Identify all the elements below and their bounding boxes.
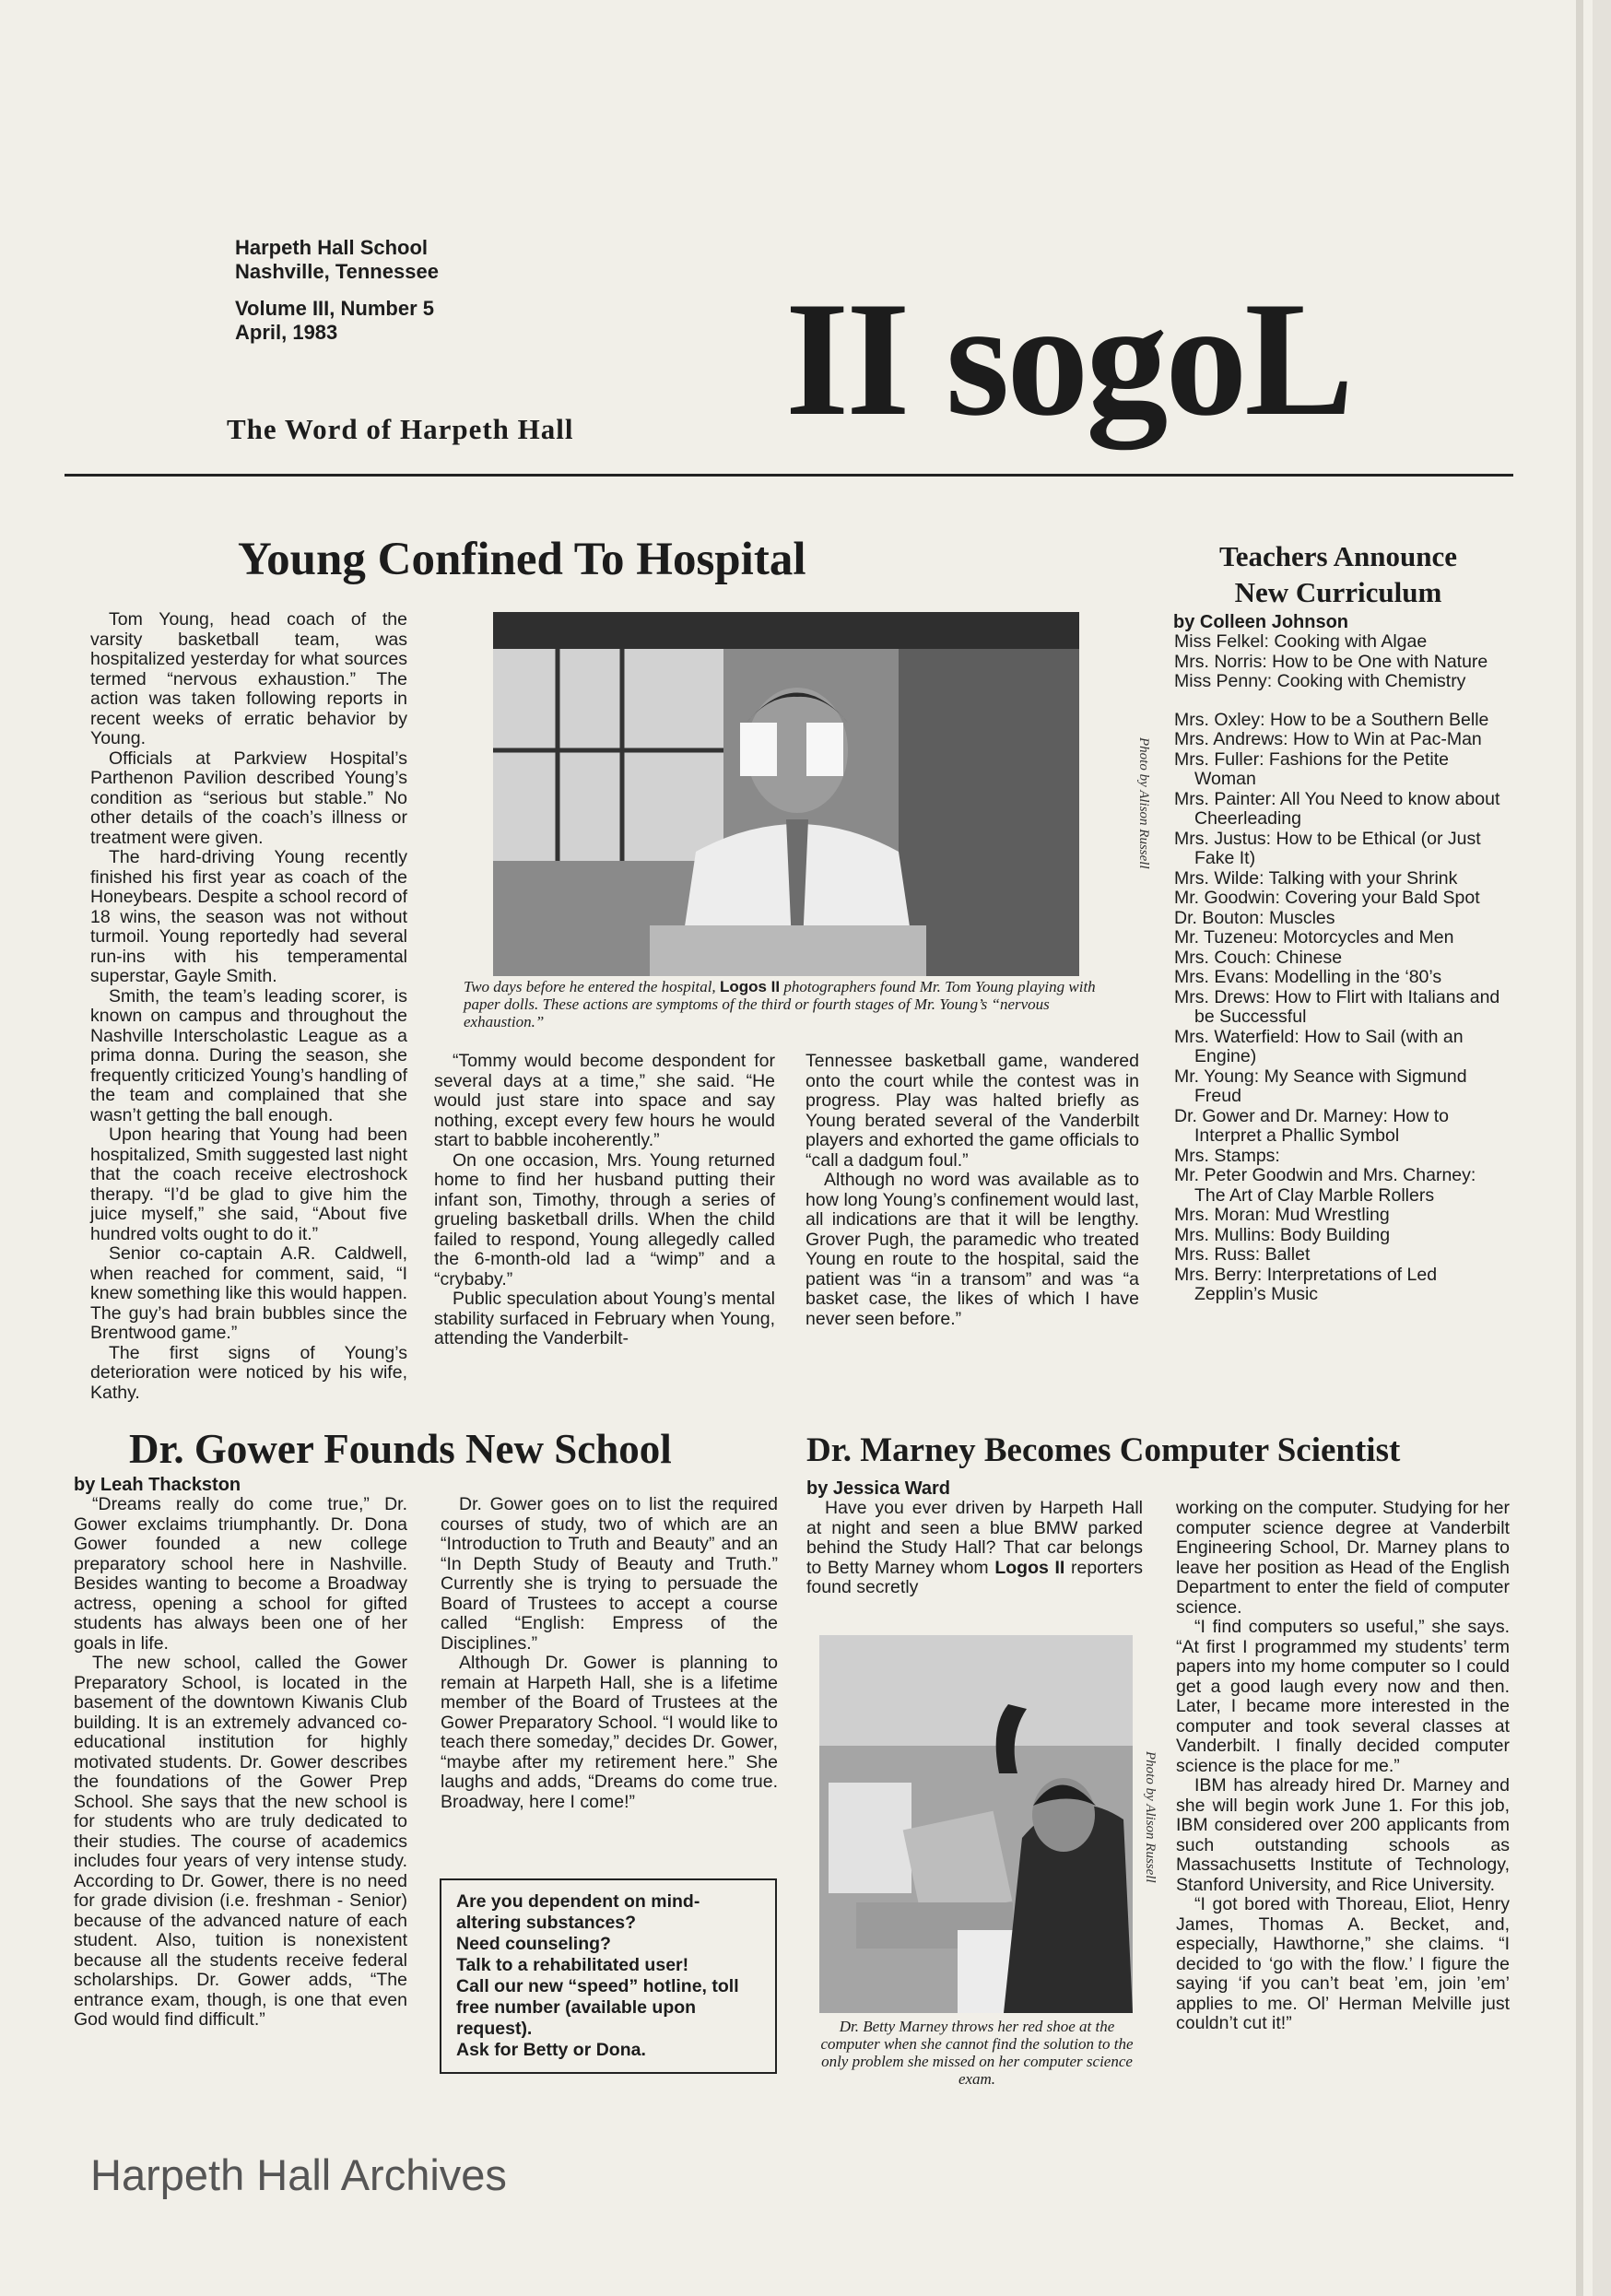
young-column-3: [806, 1052, 1139, 1329]
list-item: Dr. Gower and Dr. Marney: How to Interpret a Phallic Symbol: [1174, 1105, 1450, 1146]
masthead-school-info: [235, 236, 439, 345]
list-item: Mrs. Drews: How to Flirt with Italians and be Successful: [1174, 986, 1500, 1027]
publication-name: Logos II: [994, 1557, 1065, 1578]
paragraph: reporters found secretly: [806, 1557, 1144, 1597]
list-item: Mrs. Wilde: Talking with your Shrink: [1174, 867, 1458, 889]
paragraph: working on the computer. Studying for her computer science degree at Vanderbilt Engineering School, Dr. Marney plans to leave her position as Head of the English Department to enter the field of computer science.: [1176, 1498, 1510, 1618]
paragraph: Have you ever driven by Harpeth Hall at night and seen a blue BMW parked behind the Study Hall? That car belongs to Betty Marney whom: [806, 1498, 1143, 1578]
list-item: Mrs. Berry: Interpretations of Led Zepplin’s Music: [1174, 1264, 1438, 1304]
list-item: Mr. Tuzeneu: Motorcycles and Men: [1174, 927, 1454, 948]
list-item: Mr. Goodwin: Covering your Bald Spot: [1174, 888, 1480, 908]
list-item: Mrs. Oxley: How to be a Southern Belle: [1174, 709, 1489, 730]
paragraph: Officials at Parkview Hospital’s Parthenon Pavilion described Young’s condition as “serious but stable.” No other details of the coach’s illness or treatment were given.: [90, 748, 407, 848]
young-photo: [493, 612, 1079, 976]
masthead-school: Harpeth Hall School: [235, 236, 429, 259]
marney-byline: by Jessica Ward: [806, 1478, 951, 1499]
list-item: Mrs. Couch: Chinese: [1174, 947, 1343, 968]
paragraph: Upon hearing that Young had been hospitalized, Smith suggested last night that the coach receive electroshock therapy. “I’d be glad to give him the juice myself,” she said, “About five hundred volts ought to do it.”: [90, 1124, 407, 1244]
young-column-2: [434, 1052, 775, 1349]
gower-column-2: [441, 1495, 778, 1812]
paragraph: Dr. Gower goes on to list the required courses of study, two of which are an “Introduction to Truth and Beauty” and an “In Depth Study of Beauty and Truth.” Currently she is trying to persuade the Board of Trustees to accept a course called “English: Empress of the Disciplines.”: [441, 1494, 778, 1654]
nameplate-logo: II sogoL: [785, 267, 1352, 450]
list-item: Mrs. Justus: How to be Ethical (or Just Fake It): [1174, 828, 1481, 868]
paragraph: Tom Young, head coach of the varsity basketball team, was hospitalized yesterday for what sources termed “nervous exhaustion.” The action was taken following reports in recent weeks of erratic behavior by Young.: [90, 609, 407, 748]
paragraph: The hard-driving Young recently finished his first year as coach of the Honeybears. Despite a school record of 18 wins, the season was not without turmoil. Young reportedly had several run-ins with his temperamental superstar, Gayle Smith.: [90, 847, 407, 986]
masthead-rule: [65, 474, 1513, 477]
marney-photo-caption: Dr. Betty Marney throws her red shoe at the computer when she cannot find the solution to the only problem she missed on her computer science exam.: [820, 2018, 1134, 2088]
hotline-ad-box: [440, 1878, 777, 2074]
list-item: Mrs. Evans: Modelling in the ‘80’s: [1174, 967, 1442, 987]
list-item: Miss Penny: Cooking with Chemistry: [1174, 671, 1466, 691]
ad-line: Are you dependent on mind-altering substances?: [456, 1891, 700, 1933]
young-photo-caption: [464, 978, 1099, 1030]
ad-line: Talk to a rehabilitated user!: [456, 1955, 689, 1975]
paragraph: “Tommy would become despondent for several days at a time,” she said. “He would just stare into space and say nothing, except every few hours he would start to babble incoherently.”: [434, 1051, 775, 1150]
marney-column-2: [1176, 1499, 1510, 2034]
curriculum-byline: by Colleen Johnson: [1173, 612, 1349, 632]
paragraph: Although no word was available as to how long Young’s confinement would last, all indications are that it will be lengthy. Grover Pugh, the paramedic who treated Young en route to the hospital, said the patient was “in a transom” and was “a basket case, the likes of which I have never seen before.”: [806, 1170, 1139, 1329]
ad-line: Call our new “speed” hotline, toll free number (available upon request).: [456, 1976, 739, 2039]
paragraph: Although Dr. Gower is planning to remain at Harpeth Hall, she is a lifetime member of the Board of Trustees at the Gower Preparatory School. “I would like to teach there someday,” decides Dr. Gower, “maybe after my retirement here.” She laughs and adds, “Dreams do come true. Broadway, here I come!”: [441, 1653, 778, 1812]
gower-column-1: [74, 1495, 407, 2031]
gower-byline: by Leah Thackston: [74, 1475, 241, 1495]
paragraph: “I find computers so useful,” she says. “At first I programmed my students’ term papers into my home computer so I could get a good laugh every now and then. Later, I became more interested in the computer and took several classes at Vanderbilt. I finally decided computer science is the place for me.”: [1176, 1617, 1510, 1776]
list-item: Dr. Bouton: Muscles: [1174, 907, 1335, 928]
marney-column-1: [806, 1499, 1143, 1598]
list-item: Mrs. Stamps:: [1174, 1145, 1280, 1166]
masthead-volume: Volume III, Number 5: [235, 297, 434, 320]
archive-watermark: Harpeth Hall Archives: [90, 2150, 507, 2199]
caption-publication-name: Logos II: [719, 978, 781, 995]
masthead-city: Nashville, Tennessee: [235, 260, 439, 283]
paragraph: Smith, the team’s leading scorer, is known on campus and throughout the Nashville Interscholastic League as a prima donna. During the season, she frequently criticized Young’s handling of the team and complained that she wasn’t getting the ball enough.: [90, 985, 407, 1125]
list-item: Mrs. Moran: Mud Wrestling: [1174, 1205, 1390, 1225]
paragraph: Public speculation about Young’s mental stability surfaced in February when Young, attending the Vanderbilt-: [434, 1289, 775, 1348]
paragraph: The new school, called the Gower Preparatory School, is located in the basement of the downtown Kiwanis Club building. It is an extremely advanced co-educational institution for highly motivated students. Dr. Gower describes the foundations of the Gower Prep School. She says that the new school is for students who are truly dedicated to their studies. The course of academics includes four years of very intense study. According to Dr. Gower, there is no need for grade division (i.e. freshman - Senior) because of the advanced nature of each student. Also, tuition is nonexistent because all the students receive federal scholarships. Dr. Gower adds, “The entrance exam, though, is one that even God would find difficult.”: [74, 1653, 407, 2030]
paragraph: The first signs of Young’s deterioration were noticed by his wife, Kathy.: [90, 1342, 407, 1403]
marney-photo-image: [819, 1635, 1133, 2013]
marney-photo-credit: Photo by Alison Russell: [1143, 1751, 1158, 1883]
list-item: Mrs. Painter: All You Need to know about Cheerleading: [1174, 788, 1500, 829]
ad-line: Ask for Betty or Dona.: [456, 2040, 646, 2060]
caption-text: photographers found Mr. Tom Young playing with paper dolls. These actions are symptoms of the third or fourth stages of Mr. Young’s “nervous exhaustion.”: [464, 978, 1096, 1030]
gower-headline: Dr. Gower Founds New School: [129, 1426, 672, 1472]
list-item: Mrs. Fuller: Fashions for the Petite Woman: [1174, 748, 1450, 789]
paragraph: Tennessee basketball game, wandered onto the court while the contest was in progress. Play was halted briefly as Young berated several of the Vanderbilt players and exhorted the game officials to “call a dadgum foul.”: [806, 1051, 1139, 1171]
list-item: Mr. Young: My Seance with Sigmund Freud: [1174, 1066, 1467, 1106]
paragraph: Senior co-captain A.R. Caldwell, when reached for comment, said, “I knew something like this would happen. The guy’s had brain bubbles since the Brentwood game.”: [90, 1243, 407, 1343]
marney-photo: [819, 1635, 1133, 2013]
young-photo-credit: Photo by Alison Russell: [1136, 737, 1151, 869]
list-item: Mrs. Andrews: How to Win at Pac-Man: [1174, 729, 1482, 749]
list-item: Mrs. Mullins: Body Building: [1174, 1224, 1391, 1245]
young-column-1: [90, 610, 407, 1403]
masthead-date: April, 1983: [235, 321, 338, 344]
list-item: Miss Felkel: Cooking with Algae: [1174, 631, 1428, 652]
ad-line: Need counseling?: [456, 1934, 611, 1954]
curriculum-headline-line: Teachers Announce: [1218, 540, 1458, 572]
curriculum-list: [1174, 632, 1508, 1305]
curriculum-headline-line: New Curriculum: [1234, 576, 1442, 608]
list-item: Mr. Peter Goodwin and Mrs. Charney: The Art of Clay Marble Rollers: [1174, 1165, 1476, 1206]
masthead-tagline: The Word of Harpeth Hall: [227, 413, 574, 445]
young-headline: Young Confined To Hospital: [238, 534, 806, 585]
curriculum-headline: [1170, 538, 1506, 610]
list-item: Mrs. Norris: How to be One with Nature: [1174, 651, 1488, 672]
list-item: Mrs. Russ: Ballet: [1174, 1244, 1311, 1265]
paragraph: “Dreams really do come true,” Dr. Gower exclaims triumphantly. Dr. Dona Gower founded a new college preparatory school here in Nashville. Besides wanting to become a Broadway actress, opening a school for gifted students has always been one of her goals in life.: [74, 1494, 407, 1654]
marney-headline: Dr. Marney Becomes Computer Scientist: [806, 1431, 1401, 1469]
caption-text: Two days before he entered the hospital,: [464, 978, 716, 995]
young-photo-image: [493, 612, 1079, 976]
paragraph: On one occasion, Mrs. Young returned home to find her husband putting their infant son, Timothy, through a series of grueling basketball drills. When the child failed to respond, Young allegedly called the 6-month-old lad a “wimp” and a “crybaby.”: [434, 1149, 775, 1289]
paragraph: IBM has already hired Dr. Marney and she will begin work June 1. For this job, IBM considered over 200 applicants from such outstanding schools as Massachusetts Institute of Technology, Stanford University, and Rice University.: [1176, 1775, 1510, 1895]
paragraph: “I got bored with Thoreau, Eliot, Henry James, Thomas A. Becket, and, especially, Hawthorne,” she claims. “I decided to ‘go with the flow.’ I figure the saying ‘if you can’t beat ’em, join ’em’ applies to me. Ol’ Herman Melville just couldn’t cut it!”: [1176, 1894, 1510, 2033]
page-edge: [1576, 0, 1583, 2296]
list-item: Mrs. Waterfield: How to Sail (with an Engine): [1174, 1026, 1464, 1066]
